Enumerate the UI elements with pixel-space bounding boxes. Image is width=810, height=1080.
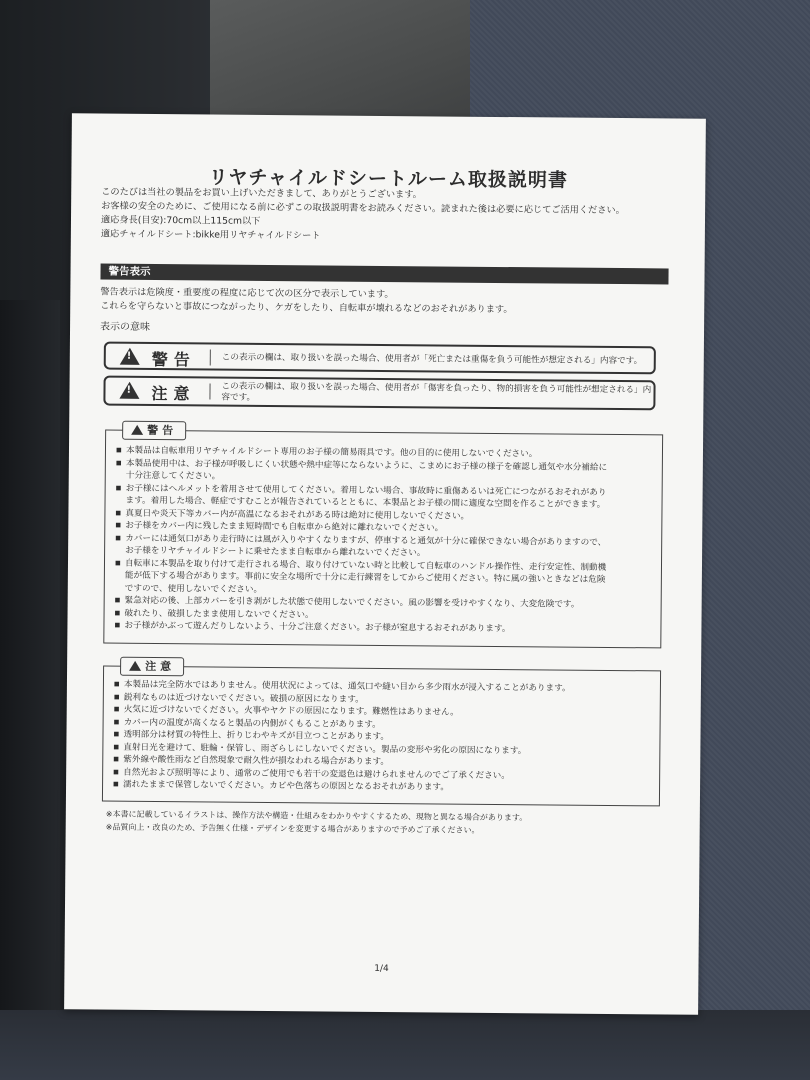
list-item: ■ 濡れたままで保管しないでください。カビや色落ちの原因となるおそれがあります。 (113, 779, 651, 796)
list-item: ■ カバーには通気口があり走行時には風が入りやすくなりますが、停車すると通気が十分に確保できない場合がありますので、 (115, 532, 653, 549)
list-item: ■ 自然光および照明等により、通常のご使用でも若干の変退色は避けられませんのでご了承ください。 (113, 766, 651, 783)
page-number: 1/4 (374, 963, 389, 975)
footnote: ※品質向上・改良のため、予告無く仕様・デザインを変更する場合がありますので予めご了承ください。 (105, 822, 480, 835)
description-line: 警告表示は危険度・重要度の程度に応じて次の区分で表示しています。 (100, 286, 394, 301)
intro-text (101, 186, 681, 247)
list-item-continuation: ですので、使用しないでください。 (124, 583, 263, 595)
warning-triangle-icon (131, 425, 143, 435)
caution-list (103, 667, 660, 802)
warning-display-description (100, 286, 680, 319)
caution-triangle-icon (119, 382, 139, 399)
list-item: ■ 本製品は完全防水ではありません。使用状況によっては、通気口や縫い目から多少雨水が浸入することがあります。 (114, 679, 652, 696)
background-zipper (0, 300, 60, 1080)
list-item: ■ 緊急対応の後、上部カバーを引き剥がした状態で使用しないでください。風の影響を受けやすくなり、大変危険です。 (115, 595, 653, 612)
list-item-continuation: お子様をリヤチャイルドシートに乗せたまま自転車から離れないでください。 (125, 545, 426, 559)
list-item: ■ 本製品使用中は、お子様が呼吸しにくい状態や熱中症等にならないように、こまめにお子様の様子を確認し通気や水分補給に (116, 457, 654, 474)
list-item: ■ 鋭利なものは近づけないでください。破損の原因になります。 (114, 691, 652, 708)
warning-sign-label: 警告 (151, 349, 196, 370)
list-item: ■ お子様がかぶって遊んだりしないよう、十分ご注意ください。お子様が窒息するおそれがあります。 (114, 620, 652, 637)
caution-triangle-icon (129, 661, 141, 671)
caution-box (102, 659, 661, 807)
caution-sign-text: この表示の欄は、取り扱いを誤った場合、使用者が「傷害を負ったり、物的損害を負う可能性が想定される」内容です。 (221, 381, 652, 403)
warning-tag (122, 421, 186, 441)
warning-list (104, 431, 662, 643)
caution-sign-box (103, 376, 655, 411)
list-item-continuation: ます。着用した場合、軽症ですむことが報告されているとともに、本製品とお子様の間に適度な空間を作ることができます。 (125, 495, 606, 510)
warning-box (103, 423, 663, 649)
list-item: ■ カバー内の温度が高くなると製品の内側がくもることがあります。 (114, 716, 652, 733)
background-bottom (0, 1010, 810, 1080)
list-item: ■ お子様にはヘルメットを着用させて使用してください。着用しない場合、事故時に重傷あるいは死亡につながるおそれがあり (116, 482, 654, 499)
list-item: ■ 破れたり、破損したまま使用しないでください。 (115, 607, 653, 624)
caution-tag (120, 657, 184, 677)
list-item: ■ 本製品は自転車用リヤチャイルドシート専用のお子様の簡易雨具です。他の目的に使用しないでください。 (116, 445, 654, 462)
meaning-label: 表示の意味 (100, 321, 151, 333)
list-item: ■ 直射日光を避けて、駐輪・保管し、雨ざらしにしないでください。製品の変形や劣化の原因になります。 (113, 741, 651, 758)
list-item: ■ 紫外線や酸性雨など自然現象で耐久性が損なわれる場合があります。 (113, 754, 651, 771)
list-item: ■ 真夏日や炎天下等カバー内が高温になるおそれがある時は絶対に使用しないでください。 (115, 507, 653, 524)
caution-tag-label: 注意 (145, 659, 176, 674)
instruction-sheet (64, 113, 706, 1014)
warning-sign-box (104, 342, 656, 375)
list-item-continuation: 十分注意してください。 (125, 470, 221, 482)
list-item: ■ 透明部分は材質の特性上、折りじわやキズが目立つことがあります。 (113, 729, 651, 746)
intro-line: このたびは当社の製品をお買い上げいただきまして、ありがとうございます。 (101, 186, 422, 201)
warning-tag-label: 警告 (147, 423, 178, 438)
divider (209, 383, 210, 399)
intro-line: 適応身長(目安):70cm以上115cm以下 (100, 214, 261, 227)
warning-sign-text: この表示の欄は、取り扱いを誤った場合、使用者が「死亡または重傷を負う可能性が想定される」内容です。 (221, 352, 643, 367)
warning-triangle-icon (120, 348, 140, 365)
warning-display-heading: 警告表示 (100, 264, 668, 285)
footnote: ※本書に記載しているイラストは、操作方法や構造・仕組みをわかりやすくするため、現物と異なる場合があります。 (105, 809, 528, 823)
document-title: リヤチャイルドシートルーム取扱説明書 (208, 166, 568, 192)
list-item-continuation: 能が低下する場合があります。事前に安全な場所で十分に走行練習をしてからご使用ください。特に風の強いときなどは危険 (124, 570, 606, 585)
list-item: ■ 火気に近づけないでください。火事やヤケドの原因になります。難燃性はありません。 (114, 704, 652, 721)
intro-line: お客様の安全のために、ご使用になる前に必ずこの取扱説明書をお読みください。読まれた後は必要に応じてご活用ください。 (101, 200, 625, 217)
footnotes (106, 808, 528, 838)
description-line: これらを守らないと事故につながったり、ケガをしたり、自転車が壊れるなどのおそれがあります。 (100, 300, 513, 316)
caution-sign-label: 注意 (151, 383, 196, 404)
intro-line: 適応チャイルドシート:bikke用リヤチャイルドシート (100, 228, 321, 242)
list-item: ■ 自転車に本製品を取り付けて走行される場合、取り付けていない時と比較して自転車のハンドル操作性、走行安定性、制動機 (115, 557, 653, 574)
divider (210, 349, 211, 365)
list-item: ■ お子様をカバー内に残したまま短時間でも自転車から絶対に離れないでください。 (115, 520, 653, 537)
